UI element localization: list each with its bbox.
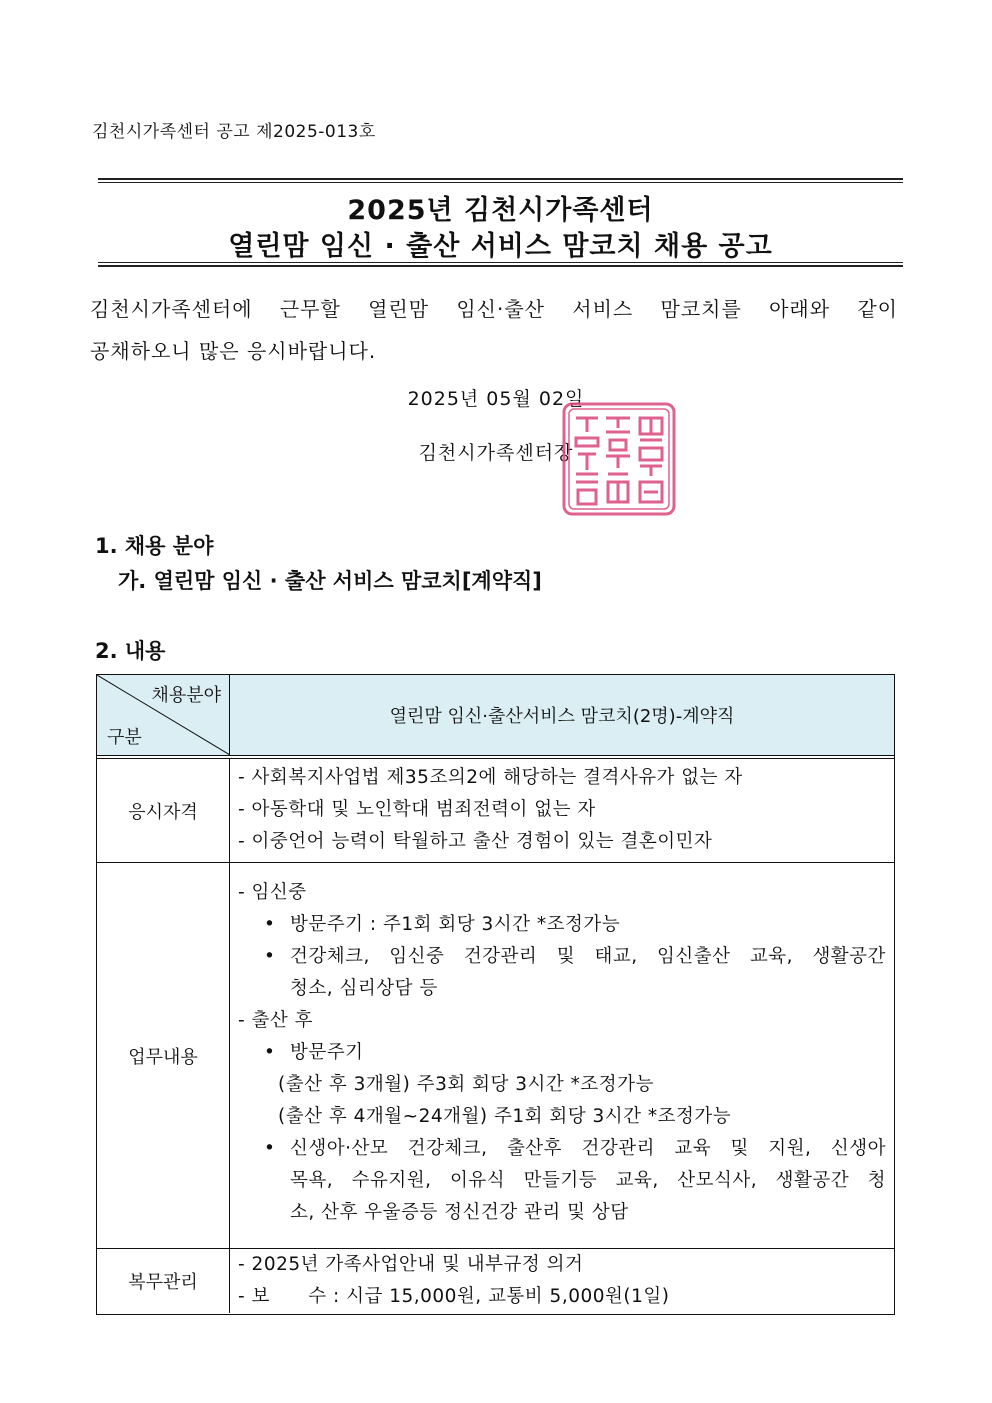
intro-word: 서비스: [572, 297, 634, 321]
qualification-line: - 아동학대 및 노인학대 범죄전력이 없는 자: [238, 799, 596, 820]
bullet-icon: •: [264, 914, 276, 935]
corner-label-category: 구분: [107, 727, 142, 748]
title-rule-top: [98, 178, 903, 183]
service-management-label: 복무관리: [97, 1249, 230, 1313]
pregnancy-tasks-item: [238, 941, 886, 1005]
duties-content: [230, 877, 894, 1247]
intro-word: 아래와: [769, 297, 831, 321]
bullet-icon: •: [264, 946, 276, 967]
service-line: - 2025년 가족사업안내 및 내부규정 의거: [238, 1254, 584, 1275]
qualification-line: - 사회복지사업법 제35조의2에 해당하는 결격사유가 없는 자: [238, 767, 743, 788]
qualification-label: 응시자격: [97, 759, 230, 862]
qualification-line: - 이중언어 능력이 탁월하고 출산 경험이 있는 결혼이민자: [238, 831, 713, 852]
table-corner-header: [97, 675, 230, 755]
postnatal-tasks-line-1: 신생아·산모 건강체크, 출산후 건강관리 교육 및 지원, 신생아: [290, 1138, 886, 1159]
intro-paragraph: [90, 288, 898, 372]
signer-name: 김천시가족센터장: [418, 442, 574, 464]
postnatal-visit-detail-2: (출산 후 4개월~24개월) 주1회 회당 3시간 *조정가능: [278, 1106, 732, 1127]
intro-line-2: 공채하오니 많은 응시바랍니다.: [90, 339, 377, 363]
service-line: - 보 수 : 시급 15,000원, 교통비 5,000원(1일): [238, 1286, 670, 1307]
title-rule-bottom: [98, 262, 903, 267]
notice-number: 김천시가족센터 공고 제2025-013호: [92, 122, 376, 142]
postnatal-tasks-item: [238, 1133, 886, 1229]
intro-line-1: [90, 288, 898, 330]
pregnancy-visit-item: • 방문주기 : 주1회 회당 3시간 *조정가능: [238, 909, 886, 941]
postnatal-tasks-line-3: 소, 산후 우울증등 정신건강 관리 및 상담: [290, 1202, 629, 1223]
bullet-icon: •: [264, 1138, 276, 1159]
intro-word: 임신·출산: [456, 297, 545, 321]
intro-word: 열린맘: [368, 297, 430, 321]
title-line-2: 열린맘 임신 · 출산 서비스 맘코치 채용 공고: [228, 231, 773, 262]
postnatal-visit-detail-1: (출산 후 3개월) 주3회 회당 3시간 *조정가능: [278, 1074, 654, 1095]
announcement-date: 2025년 05월 02일: [407, 388, 585, 410]
pregnancy-tasks-line-2: 청소, 심리상담 등: [290, 978, 438, 999]
postnatal-tasks-line-2: 목욕, 수유지원, 이유식 만들기등 교육, 산모식사, 생활공간 청: [290, 1170, 886, 1191]
title-line-1: 2025년 김천시가족센터: [347, 195, 654, 226]
pregnancy-heading: - 임신중: [238, 882, 307, 903]
intro-word: 근무할: [279, 297, 341, 321]
qualification-content: [230, 762, 894, 862]
bullet-icon: •: [264, 1042, 276, 1063]
recruitment-table: [96, 674, 895, 1315]
section-2-heading: 2. 내용: [95, 639, 166, 663]
duties-label: 업무내용: [97, 863, 230, 1248]
postnatal-visit-item: • 방문주기: [238, 1037, 886, 1069]
position-header: 열린맘 임신·출산서비스 맘코치(2명)-계약직: [230, 675, 894, 755]
corner-label-position: 채용분야: [151, 685, 221, 706]
intro-word: 맘코치를: [660, 297, 742, 321]
service-management-content: [230, 1249, 894, 1313]
postnatal-heading: - 출산 후: [238, 1010, 314, 1031]
intro-word: 같이: [857, 297, 898, 321]
intro-word: 김천시가족센터에: [90, 297, 253, 321]
section-1-item: 가. 열린맘 임신 · 출산 서비스 맘코치[계약직]: [118, 569, 542, 593]
section-1-heading: 1. 채용 분야: [95, 534, 214, 558]
official-seal-stamp: [560, 400, 678, 518]
pregnancy-tasks-line-1: 건강체크, 임신중 건강관리 및 태교, 임신출산 교육, 생활공간: [290, 946, 886, 967]
